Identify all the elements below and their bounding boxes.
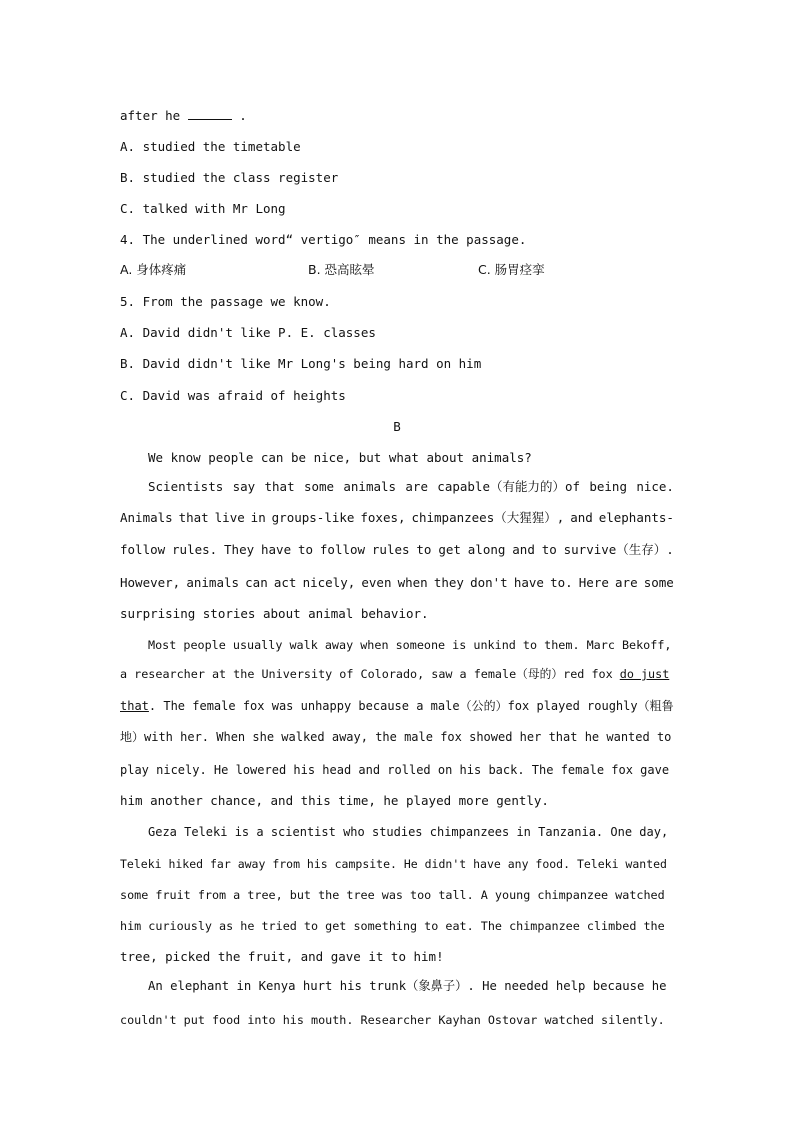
- passage-p2-line-5: surprising stories about animal behavior.: [120, 606, 429, 621]
- word: are: [405, 479, 428, 494]
- passage-p2-line-4: [120, 575, 674, 591]
- word: elephants-: [598, 510, 674, 525]
- q5-option-a: A. David didn't like P. E. classes: [120, 325, 376, 340]
- word: capable（有能力的）of: [437, 479, 581, 494]
- passage-p2-line-1: [148, 479, 674, 495]
- passage-line-text: [148, 479, 674, 495]
- word: say: [232, 479, 256, 494]
- section-title: B: [393, 419, 401, 434]
- underlined-phrase: that: [120, 699, 149, 713]
- word: Here: [578, 575, 609, 590]
- q3-stem-text: after he: [120, 108, 181, 123]
- q3-option-a: A. studied the timetable: [120, 139, 301, 154]
- passage-p4-line-5: tree, picked the fruit, and gave it to him!: [120, 949, 444, 964]
- word: along: [467, 542, 506, 557]
- word: when: [397, 575, 428, 590]
- q5-option-c: C. David was afraid of heights: [120, 388, 346, 403]
- word: to.: [550, 575, 573, 590]
- passage-p4-line-2: Teleki hiked far away from his campsite. He didn't have any food. Teleki wanted: [120, 857, 667, 871]
- passage-line-text: a researcher at the University of Colorado, saw a female（母的）red fox: [120, 667, 613, 681]
- word: animals: [343, 479, 397, 494]
- word: to: [297, 542, 314, 557]
- word: to: [541, 542, 557, 557]
- passage-p3-line-3: [120, 698, 674, 714]
- word: don't: [470, 575, 508, 590]
- q4-option-b: B. 恐高眩晕: [308, 262, 375, 277]
- word: can: [245, 575, 268, 590]
- passage-paragraph-1: We know people can be nice, but what about animals?: [148, 450, 532, 465]
- word: some: [643, 575, 674, 590]
- q4-options: [120, 261, 680, 279]
- word: rules.: [172, 542, 218, 557]
- q5-option-b: B. David didn't like Mr Long's being hard on him: [120, 356, 482, 371]
- passage-line-text: [120, 510, 674, 526]
- q3-stem-tail: [120, 108, 247, 124]
- word: follow: [319, 542, 366, 557]
- word: follow: [120, 542, 166, 557]
- passage-line-text: [120, 542, 674, 558]
- word: animals: [186, 575, 240, 590]
- underlined-phrase: do just: [619, 667, 670, 681]
- passage-p3-line-5: play nicely. He lowered his head and rolled on his back. The female fox gave: [120, 763, 670, 777]
- word: being: [589, 479, 627, 494]
- passage-p3-line-1: Most people usually walk away when someone is unkind to them. Marc Bekoff,: [148, 638, 672, 652]
- word: They: [224, 542, 255, 557]
- passage-line-text: [120, 575, 674, 591]
- passage-p3-line-6: him another chance, and this time, he played more gently.: [120, 793, 549, 808]
- word: to: [416, 542, 432, 557]
- word: rules: [371, 542, 410, 557]
- q4-option-a: A. 身体疼痛: [120, 262, 187, 277]
- passage-line-text: . The female fox was unhappy because a male（公的）fox played roughly（粗鲁: [148, 699, 674, 713]
- word: groups-like: [271, 510, 355, 525]
- word: chimpanzees（大猩猩）,: [411, 510, 565, 525]
- word: Animals: [120, 510, 173, 525]
- passage-p2-line-3: [120, 542, 674, 558]
- passage-p3-line-2: [120, 666, 674, 682]
- word: and: [570, 510, 593, 525]
- passage-p4-line-3: some fruit from a tree, but the tree was too tall. A young chimpanzee watched: [120, 888, 665, 902]
- answer-blank: [188, 108, 232, 120]
- word: that: [178, 510, 209, 525]
- word: have: [261, 542, 292, 557]
- passage-p5-line-2: couldn't put food into his mouth. Researcher Kayhan Ostovar watched silently.: [120, 1013, 665, 1027]
- passage-p4-line-1: Geza Teleki is a scientist who studies chimpanzees in Tanzania. One day,: [148, 825, 669, 839]
- word: live: [214, 510, 245, 525]
- word: have: [513, 575, 544, 590]
- q3-option-c: C. talked with Mr Long: [120, 201, 286, 216]
- word: Scientists: [148, 479, 224, 494]
- q3-stem-end: .: [239, 108, 247, 123]
- word: that: [264, 479, 295, 494]
- word: get: [438, 542, 461, 557]
- word: in: [250, 510, 266, 525]
- word: nicely,: [302, 575, 356, 590]
- word: act: [273, 575, 297, 590]
- word: and: [512, 542, 535, 557]
- passage-p4-line-4: him curiously as he tried to get something to eat. The chimpanzee climbed the: [120, 919, 665, 933]
- q3-option-b: B. studied the class register: [120, 170, 339, 185]
- word: even: [361, 575, 392, 590]
- word: nice.: [636, 479, 674, 494]
- word: survive（生存）.: [563, 542, 674, 557]
- passage-p3-line-4: 地）with her. When she walked away, the male fox showed her that he wanted to: [120, 730, 672, 744]
- passage-p2-line-2: [120, 510, 674, 526]
- passage-p5-line-1: An elephant in Kenya hurt his trunk（象鼻子）. He needed help because he: [148, 979, 667, 993]
- q5-stem: 5. From the passage we know.: [120, 294, 331, 309]
- word: they: [433, 575, 464, 590]
- word: are: [615, 575, 638, 590]
- q4-option-c: C. 肠胃痉挛: [478, 262, 545, 277]
- q4-stem: 4. The underlined word“ vertigo″ means in the passage.: [120, 232, 527, 247]
- word: foxes,: [360, 510, 406, 525]
- word: some: [303, 479, 335, 494]
- word: However,: [120, 575, 181, 590]
